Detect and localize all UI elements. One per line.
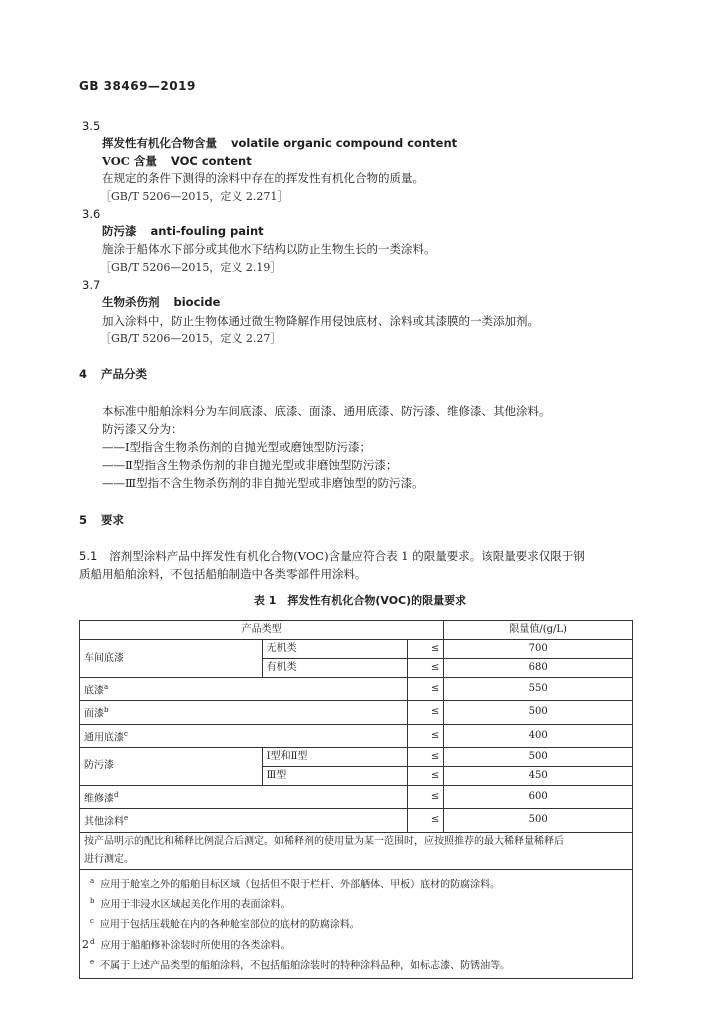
cell-value: 500 [444, 809, 633, 832]
table-row [80, 747, 633, 766]
cell-shop-primer: 车间底漆 [80, 640, 263, 678]
footnote: $^a$ 应用于舱室之外的船舶目标区域（包括但不限于栏杆、外部舾体、甲板）底材的防腐涂料。 [90, 876, 501, 890]
paragraph: 防污漆又分为： [102, 422, 183, 436]
table-row [80, 678, 633, 701]
footnote: $^c$ 应用于包括压载舱在内的各种舱室部位的底材的防腐涂料。 [90, 917, 360, 931]
cell-inorganic: 无机类 [262, 640, 408, 659]
voc-limit-table [79, 620, 633, 979]
cell-type-3: Ⅲ型 [262, 766, 408, 785]
term-definition: 施涂于船体水下部分或其他水下结构以防止生物生长的一类涂料。 [102, 242, 436, 256]
table-footnotes-row [80, 869, 633, 979]
footnote: $^d$ 应用于船舶修补涂装时所使用的各类涂料。 [90, 937, 291, 951]
cell-value: 600 [444, 785, 633, 808]
cell-value: 700 [444, 640, 633, 659]
table-footnotes [80, 869, 633, 979]
le-sign: ≤ [408, 785, 444, 808]
le-sign: ≤ [408, 701, 444, 724]
header-product-type: 产品类型 [80, 621, 444, 640]
table-row [80, 640, 633, 659]
list-item: ——Ⅱ型指含生物杀伤剂的非自抛光型或非磨蚀型防污漆； [102, 458, 398, 472]
footnote: $^e$ 不属于上述产品类型的船舶涂料，不包括船舶涂装时的特种涂料品种，如标志漆、防锈油等。 [90, 957, 511, 972]
cell-general-primer: 通用底漆$^c$ [80, 724, 408, 747]
table-header-row [80, 621, 633, 640]
table-note-row [80, 832, 633, 869]
cell-value: 400 [444, 724, 633, 747]
cell-type-1-2: Ⅰ型和Ⅱ型 [262, 747, 408, 766]
le-sign: ≤ [408, 809, 444, 832]
paragraph: 质船用船舶涂料，不包括船舶制造中各类零部件用涂料。 [79, 567, 367, 581]
term-number: 3.5 [82, 119, 101, 133]
term-definition: 加入涂料中，防止生物体通过微生物降解作用侵蚀底材、涂料或其漆膜的一类添加剂。 [102, 314, 539, 328]
le-sign: ≤ [408, 659, 444, 678]
table-row [80, 785, 633, 808]
term-number: 3.7 [82, 278, 101, 292]
page-number: 2 [82, 938, 89, 951]
term-title: 防污漆 anti-fouling paint [102, 224, 264, 238]
footnote: $^b$ 应用于非浸水区域起美化作用的表面涂料。 [90, 896, 291, 911]
cell-value: 500 [444, 747, 633, 766]
term-definition: 在规定的条件下测得的涂料中存在的挥发性有机化合物的质量。 [102, 171, 424, 185]
term-number: 3.6 [82, 207, 101, 221]
cell-topcoat: 面漆$^b$ [80, 701, 408, 724]
cell-value: 500 [444, 701, 633, 724]
cell-antifouling: 防污漆 [80, 747, 263, 785]
section-heading: 5 要求 [79, 513, 124, 527]
standard-code: GB 38469—2019 [79, 79, 196, 93]
cell-other: 其他涂料$^e$ [80, 809, 408, 832]
le-sign: ≤ [408, 640, 444, 659]
cell-maintenance: 维修漆$^d$ [80, 785, 408, 808]
cell-value: 450 [444, 766, 633, 785]
term-reference: ［GB/T 5206—2015，定义 2.271］ [100, 190, 289, 203]
term-alt-title: VOC 含量 VOC content [102, 154, 252, 168]
paragraph: 本标准中船舶涂料分为车间底漆、底漆、面漆、通用底漆、防污漆、维修漆、其他涂料。 [102, 404, 551, 418]
list-item: ——Ⅰ型指含生物杀伤剂的自抛光型或磨蚀型防污漆； [102, 440, 372, 454]
term-title: 生物杀伤剂 biocide [102, 295, 221, 309]
table-row [80, 701, 633, 724]
section-heading: 4 产品分类 [79, 367, 147, 381]
table-caption: 表 1 挥发性有机化合物(VOC)的限量要求 [253, 594, 467, 607]
paragraph: 5.1 溶剂型涂料产品中挥发性有机化合物(VOC)含量应符合表 1 的限量要求。该限量要求仅限于钢 [79, 549, 585, 563]
le-sign: ≤ [408, 724, 444, 747]
header-limit-value: 限量值/(g/L) [444, 621, 633, 640]
le-sign: ≤ [408, 678, 444, 701]
table-row [80, 724, 633, 747]
cell-value: 550 [444, 678, 633, 701]
term-reference: ［GB/T 5206—2015，定义 2.19］ [100, 261, 282, 274]
le-sign: ≤ [408, 766, 444, 785]
cell-primer: 底漆$^a$ [80, 678, 408, 701]
term-title: 挥发性有机化合物含量 volatile organic compound content [102, 136, 458, 150]
term-reference: ［GB/T 5206—2015，定义 2.27］ [100, 332, 282, 345]
table-note: 按产品明示的配比和稀释比例混合后测定。如稀释剂的使用量为某一范围时，应按照推荐的最大稀释量稀释后 进行测定。 [80, 832, 633, 869]
le-sign: ≤ [408, 747, 444, 766]
table-row [80, 809, 633, 832]
cell-value: 680 [444, 659, 633, 678]
cell-organic: 有机类 [262, 659, 408, 678]
list-item: ——Ⅲ型指不含生物杀伤剂的非自抛光型或非磨蚀型的防污漆。 [102, 476, 424, 490]
